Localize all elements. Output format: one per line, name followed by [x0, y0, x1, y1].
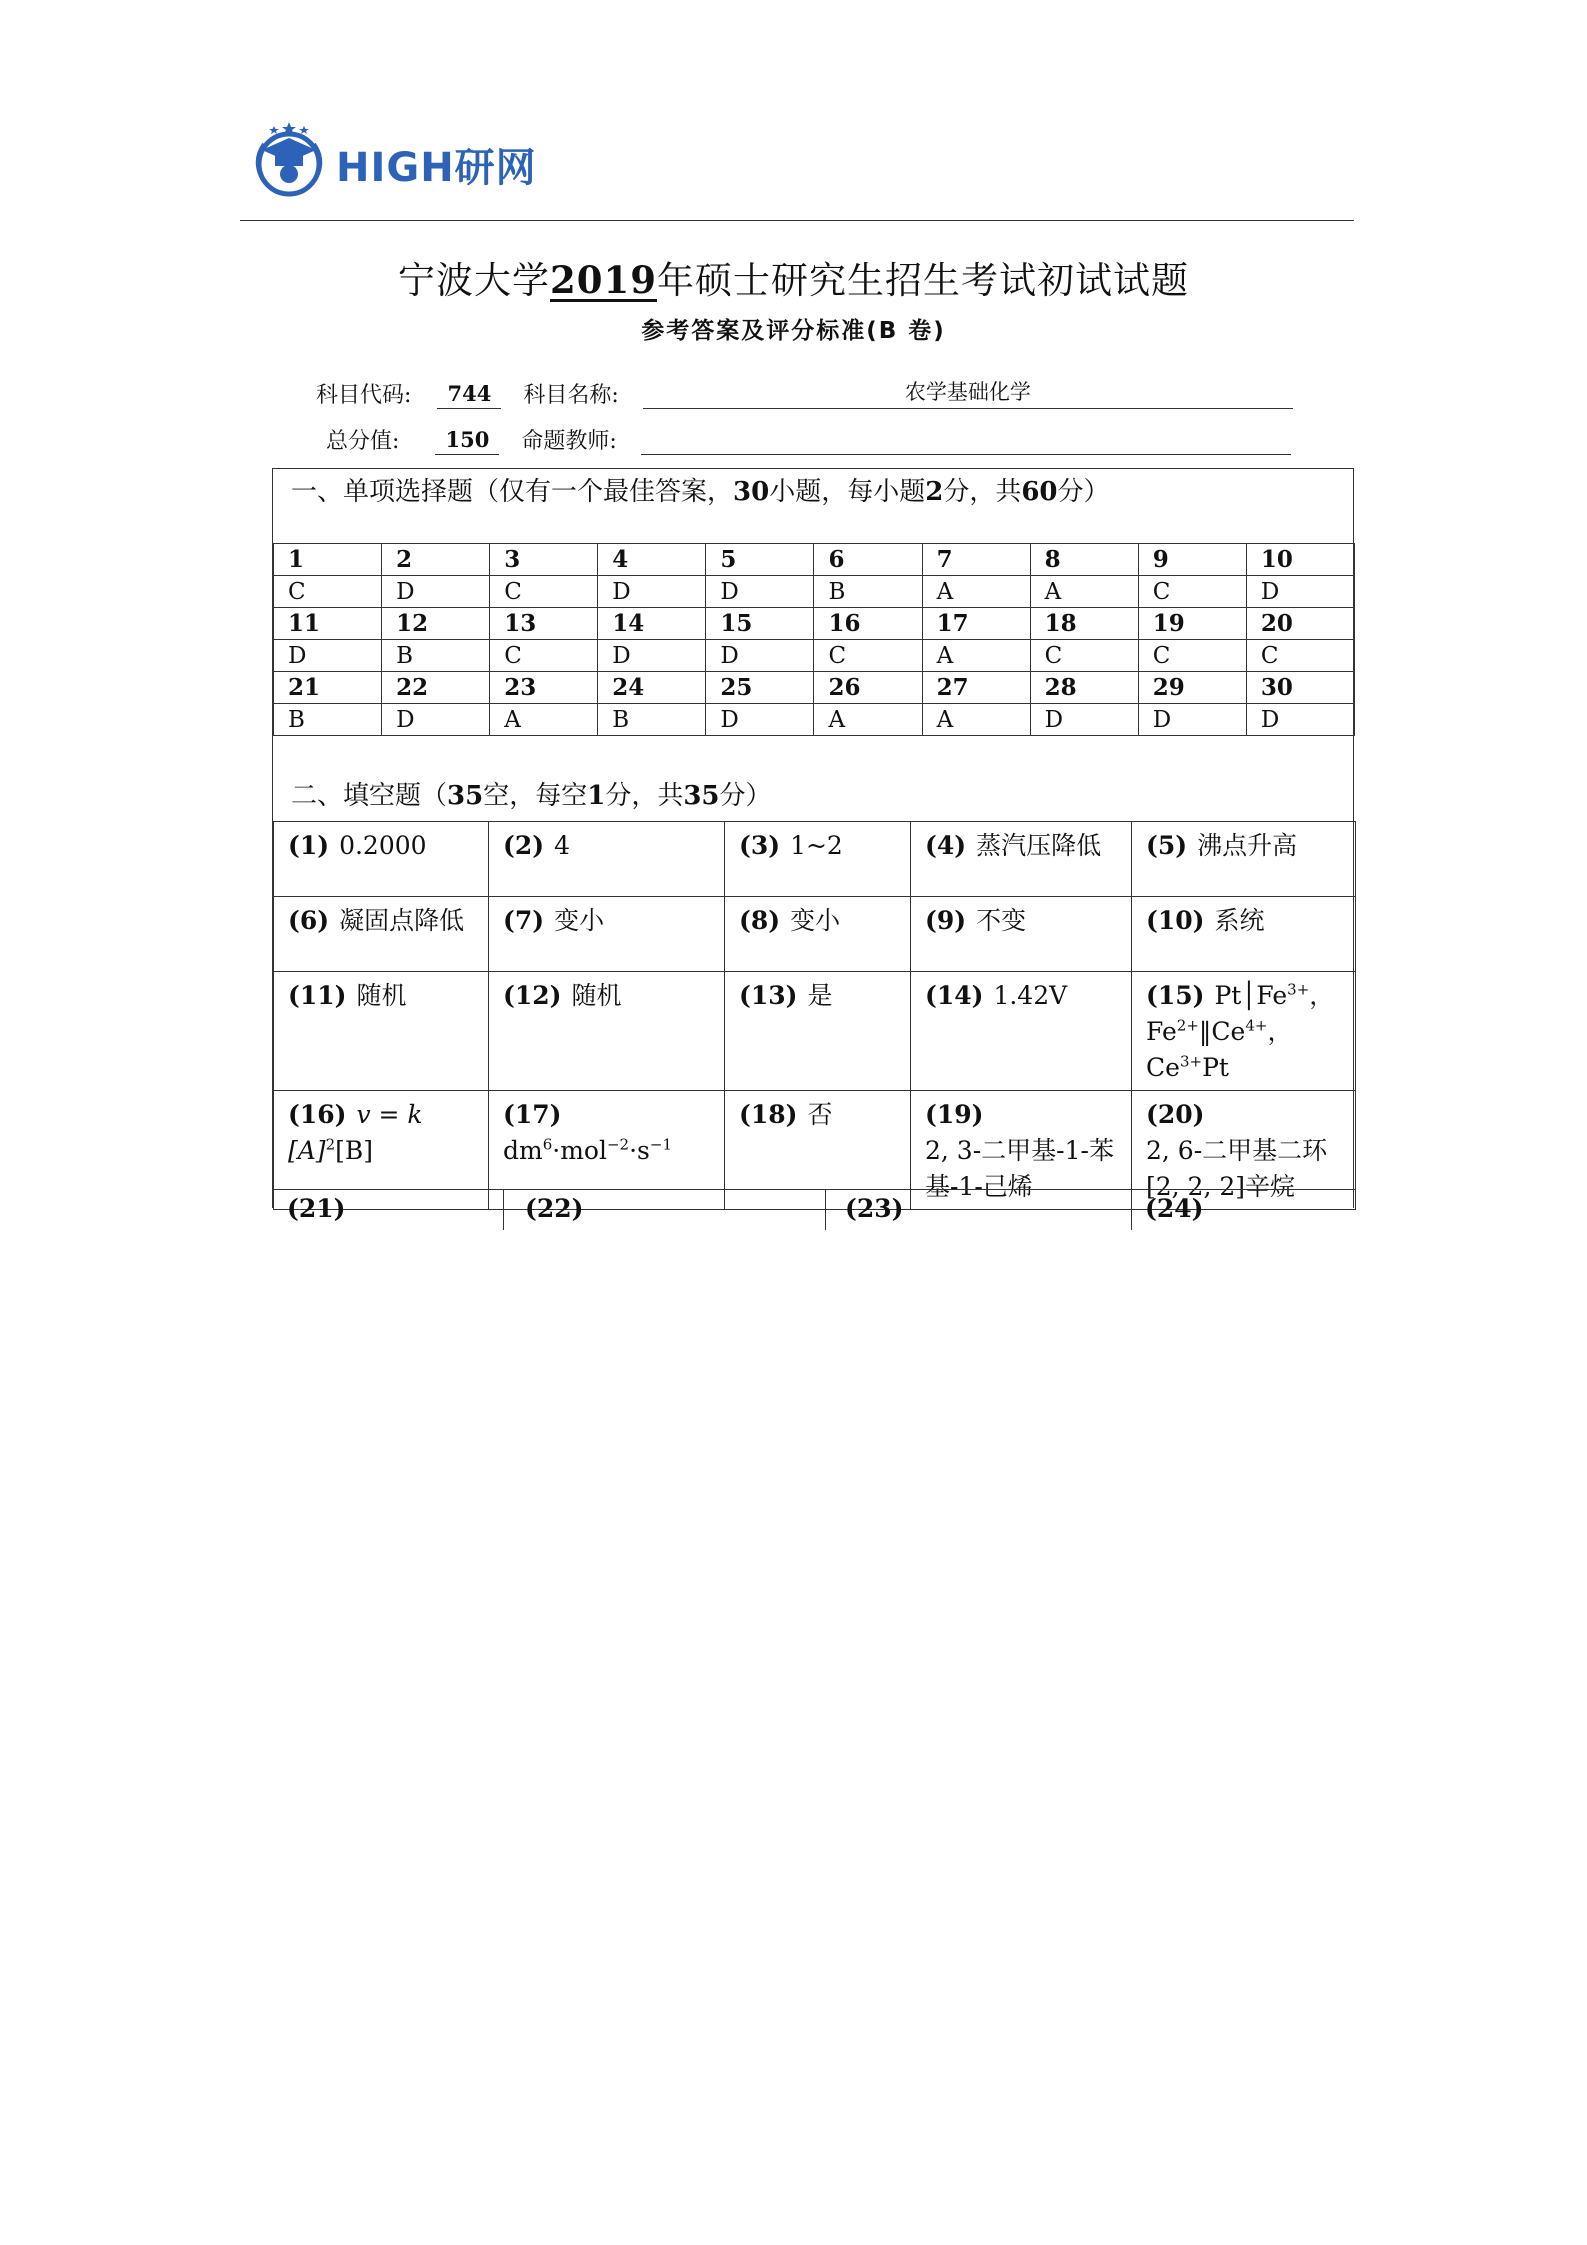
question-number-cell: 13	[490, 608, 598, 640]
answer-cell: C	[814, 640, 922, 672]
total-score-value: 150	[435, 427, 499, 455]
blank-cell: (15) $Pt│Fe^{3+}$，$Fe^{2+}‖Ce^{4+}$，$Ce^{3+}Pt$	[1132, 972, 1356, 1091]
question-number-cell: 6	[814, 544, 922, 576]
answer-cell: B	[814, 576, 922, 608]
question-number-cell: 7	[922, 544, 1030, 576]
blank-cell: (11) 随机	[274, 972, 489, 1091]
blank-cell: (19) 2, 3-二甲基-1-苯基-1-己烯	[911, 1091, 1132, 1210]
section1-title: 一、单项选择题（仅有一个最佳答案，30小题，每小题2分，共60分）	[291, 477, 1110, 507]
question-number-cell: 26	[814, 672, 922, 704]
answer-cell: C	[1138, 640, 1246, 672]
answer-cell: A	[490, 704, 598, 736]
blank-cell: (4) 蒸汽压降低	[911, 822, 1132, 897]
answer-cell: C	[1030, 640, 1138, 672]
question-number-cell: 29	[1138, 672, 1246, 704]
section2-title: 二、填空题（35空，每空1分，共35分）	[291, 781, 772, 811]
question-number-cell: 18	[1030, 608, 1138, 640]
answer-cell: C	[490, 576, 598, 608]
question-number-cell: 14	[598, 608, 706, 640]
answer-cell: A	[1030, 576, 1138, 608]
answer-cell: C	[274, 576, 382, 608]
blank-cell: (8) 变小	[725, 897, 911, 972]
blank-cell: (20) 2, 6-二甲基二环[2, 2, 2]辛烷	[1132, 1091, 1356, 1210]
answer-cell: D	[274, 640, 382, 672]
multiple-choice-table	[273, 543, 1355, 736]
question-number-cell: 4	[598, 544, 706, 576]
teacher-value	[641, 428, 1291, 455]
answer-cell: C	[1138, 576, 1246, 608]
answer-cell: B	[274, 704, 382, 736]
question-number-cell: 20	[1246, 608, 1354, 640]
table-row	[274, 704, 1355, 736]
answer-cell: A	[922, 704, 1030, 736]
question-number-cell: 5	[706, 544, 814, 576]
subject-code-label: 科目代码:	[316, 383, 412, 408]
answer-cell: D	[1246, 576, 1354, 608]
question-number-cell: 8	[1030, 544, 1138, 576]
table-row	[274, 822, 1356, 897]
blank-cell: (7) 变小	[489, 897, 725, 972]
site-logo	[246, 118, 537, 204]
subject-name-value: 农学基础化学	[643, 376, 1293, 409]
subject-name-label: 科目名称:	[523, 383, 619, 408]
answer-cell: B	[382, 640, 490, 672]
blank-cell: (13) 是	[725, 972, 911, 1091]
question-number-cell: 11	[274, 608, 382, 640]
table-row	[274, 576, 1355, 608]
table-row	[274, 672, 1355, 704]
blank-cell: (18) 否	[725, 1091, 911, 1210]
table-row	[274, 897, 1356, 972]
page-title: 宁波大学2019年硕士研究生招生考试初试试题	[398, 258, 1189, 302]
answer-cell: D	[1138, 704, 1246, 736]
question-number-cell: 3	[490, 544, 598, 576]
blank-cell: (6) 凝固点降低	[274, 897, 489, 972]
blank-cell: (2) 4	[489, 822, 725, 897]
page-subtitle: 参考答案及评分标准(B 卷)	[641, 318, 946, 344]
blank-cell: (12) 随机	[489, 972, 725, 1091]
question-number-cell: 24	[598, 672, 706, 704]
answer-cell: D	[706, 640, 814, 672]
answer-cell: D	[598, 576, 706, 608]
blank-cell: (1) 0.2000	[274, 822, 489, 897]
blank-number: (23)	[845, 1194, 904, 1223]
question-number-cell: 19	[1138, 608, 1246, 640]
question-number-cell: 10	[1246, 544, 1354, 576]
table-row	[274, 972, 1356, 1091]
blank-number: (22)	[525, 1194, 584, 1223]
question-number-cell: 2	[382, 544, 490, 576]
header-divider	[240, 220, 1354, 221]
total-score-label: 总分值:	[326, 429, 400, 454]
blank-number: (24)	[1145, 1194, 1204, 1223]
answer-cell: A	[814, 704, 922, 736]
question-number-cell: 21	[274, 672, 382, 704]
question-number-cell: 23	[490, 672, 598, 704]
question-number-cell: 30	[1246, 672, 1354, 704]
question-number-cell: 1	[274, 544, 382, 576]
question-number-cell: 17	[922, 608, 1030, 640]
table-row	[274, 544, 1355, 576]
answer-cell: B	[598, 704, 706, 736]
graduation-cap-emblem-icon	[246, 118, 332, 204]
score-info-row	[326, 424, 1291, 455]
question-number-cell: 22	[382, 672, 490, 704]
table-row	[274, 640, 1355, 672]
blank-cell: (14) 1.42V	[911, 972, 1132, 1091]
blank-cell: (16) v = k $[A]^2[B]$	[274, 1091, 489, 1210]
blank-cell: (10) 系统	[1132, 897, 1356, 972]
blank-cell: (17) $dm^6\cdot mol^{-2}\cdot s^{-1}$	[489, 1091, 725, 1210]
question-number-cell: 27	[922, 672, 1030, 704]
logo-text: HIGH研网	[336, 144, 537, 191]
answer-cell: D	[382, 704, 490, 736]
question-number-cell: 12	[382, 608, 490, 640]
answer-cell: D	[598, 640, 706, 672]
blank-cell: (5) 沸点升高	[1132, 822, 1356, 897]
answer-cell: D	[382, 576, 490, 608]
answer-cell: C	[1246, 640, 1354, 672]
question-number-cell: 15	[706, 608, 814, 640]
truncated-row	[273, 1189, 1355, 1230]
blank-cell: (3) 1~2	[725, 822, 911, 897]
teacher-label: 命题教师:	[521, 429, 617, 454]
answer-cell: A	[922, 576, 1030, 608]
answer-sheet	[272, 468, 1354, 1223]
subject-code-value: 744	[437, 381, 501, 409]
question-number-cell: 16	[814, 608, 922, 640]
table-row	[274, 608, 1355, 640]
answer-cell: D	[706, 576, 814, 608]
answer-cell: C	[490, 640, 598, 672]
question-number-cell: 28	[1030, 672, 1138, 704]
answer-cell: D	[1030, 704, 1138, 736]
question-number-cell: 25	[706, 672, 814, 704]
answer-cell: D	[706, 704, 814, 736]
answer-cell: A	[922, 640, 1030, 672]
blank-cell: (9) 不变	[911, 897, 1132, 972]
fill-blank-table	[273, 821, 1356, 1210]
subject-info-row	[316, 376, 1293, 409]
answer-cell: D	[1246, 704, 1354, 736]
question-number-cell: 9	[1138, 544, 1246, 576]
blank-number: (21)	[287, 1194, 346, 1223]
